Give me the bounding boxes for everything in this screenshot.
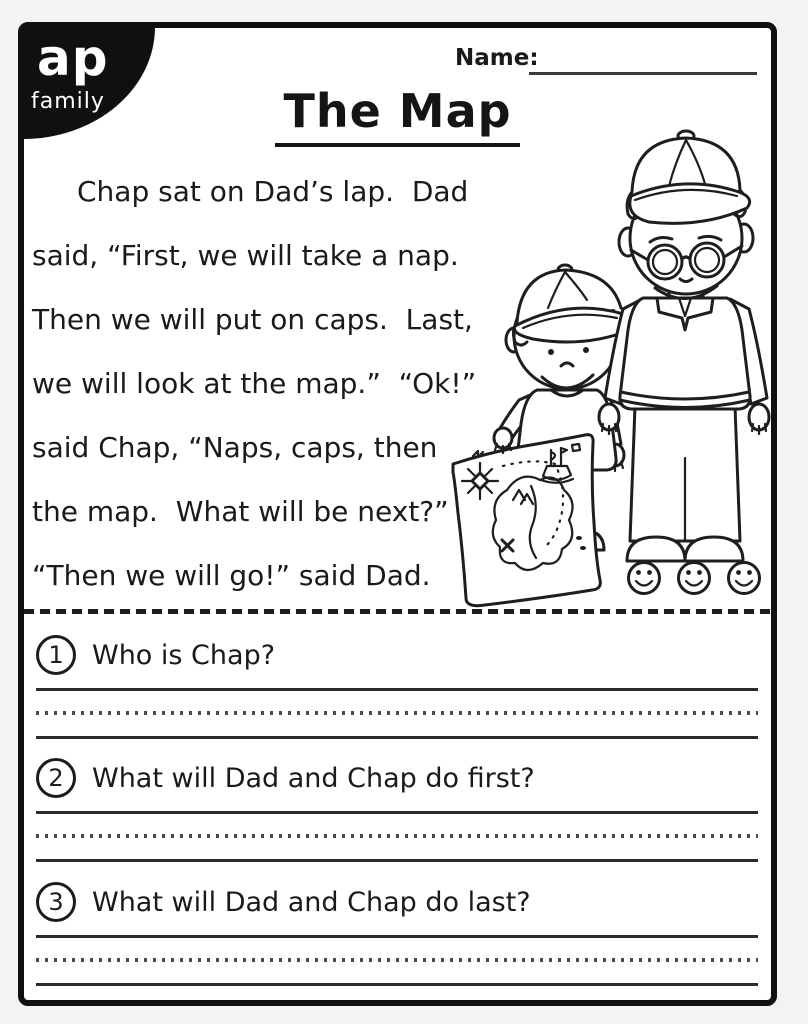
answer-line-solid [36,859,758,862]
brand-badge-subtitle: family [31,89,105,114]
question-row [36,757,758,799]
answer-line-solid [36,811,758,814]
question-row [36,634,758,676]
smiley-icon [729,563,760,594]
passage-line: “Then we will go!” said Dad. [32,559,431,592]
illustration-dad-boy-map [445,128,771,610]
reading-passage [32,160,482,608]
treasure-map [453,435,600,606]
question-block-1 [36,634,758,739]
question-block-2 [36,757,758,862]
answer-line-dotted [36,711,758,715]
answer-line-solid [36,736,758,739]
passage-line: we will look at the map.” “Ok!” [32,367,477,400]
question-number-circle: 1 [36,635,76,675]
brand-badge-title: ap [37,29,109,87]
answer-line-dotted [36,834,758,838]
question-text: What will Dad and Chap do first? [92,762,535,794]
name-blank-line [529,72,757,75]
question-text: What will Dad and Chap do last? [92,886,531,918]
worksheet-page [18,22,777,1006]
answer-line-solid [36,983,758,986]
passage-line: said Chap, “Naps, caps, then [32,431,438,464]
question-block-3 [36,881,758,986]
passage-line: said, “First, we will take a nap. [32,239,459,272]
passage-line: the map. What will be next?” [32,495,449,528]
passage-line: Then we will put on caps. Last, [32,303,473,336]
worksheet-title: The Map [275,86,519,147]
answer-line-solid [36,935,758,938]
answer-line-dotted [36,958,758,962]
smiley-icon [629,563,660,594]
dad-figure [599,131,769,561]
section-divider-dashed [24,609,771,614]
question-text: Who is Chap? [92,639,276,671]
name-label: Name: [455,45,539,71]
answer-line-solid [36,688,758,691]
passage-line: Chap sat on Dad’s lap. Dad [77,175,469,208]
question-number-circle: 3 [36,882,76,922]
question-number-circle: 2 [36,758,76,798]
smiley-icon [679,563,710,594]
question-row [36,881,758,923]
